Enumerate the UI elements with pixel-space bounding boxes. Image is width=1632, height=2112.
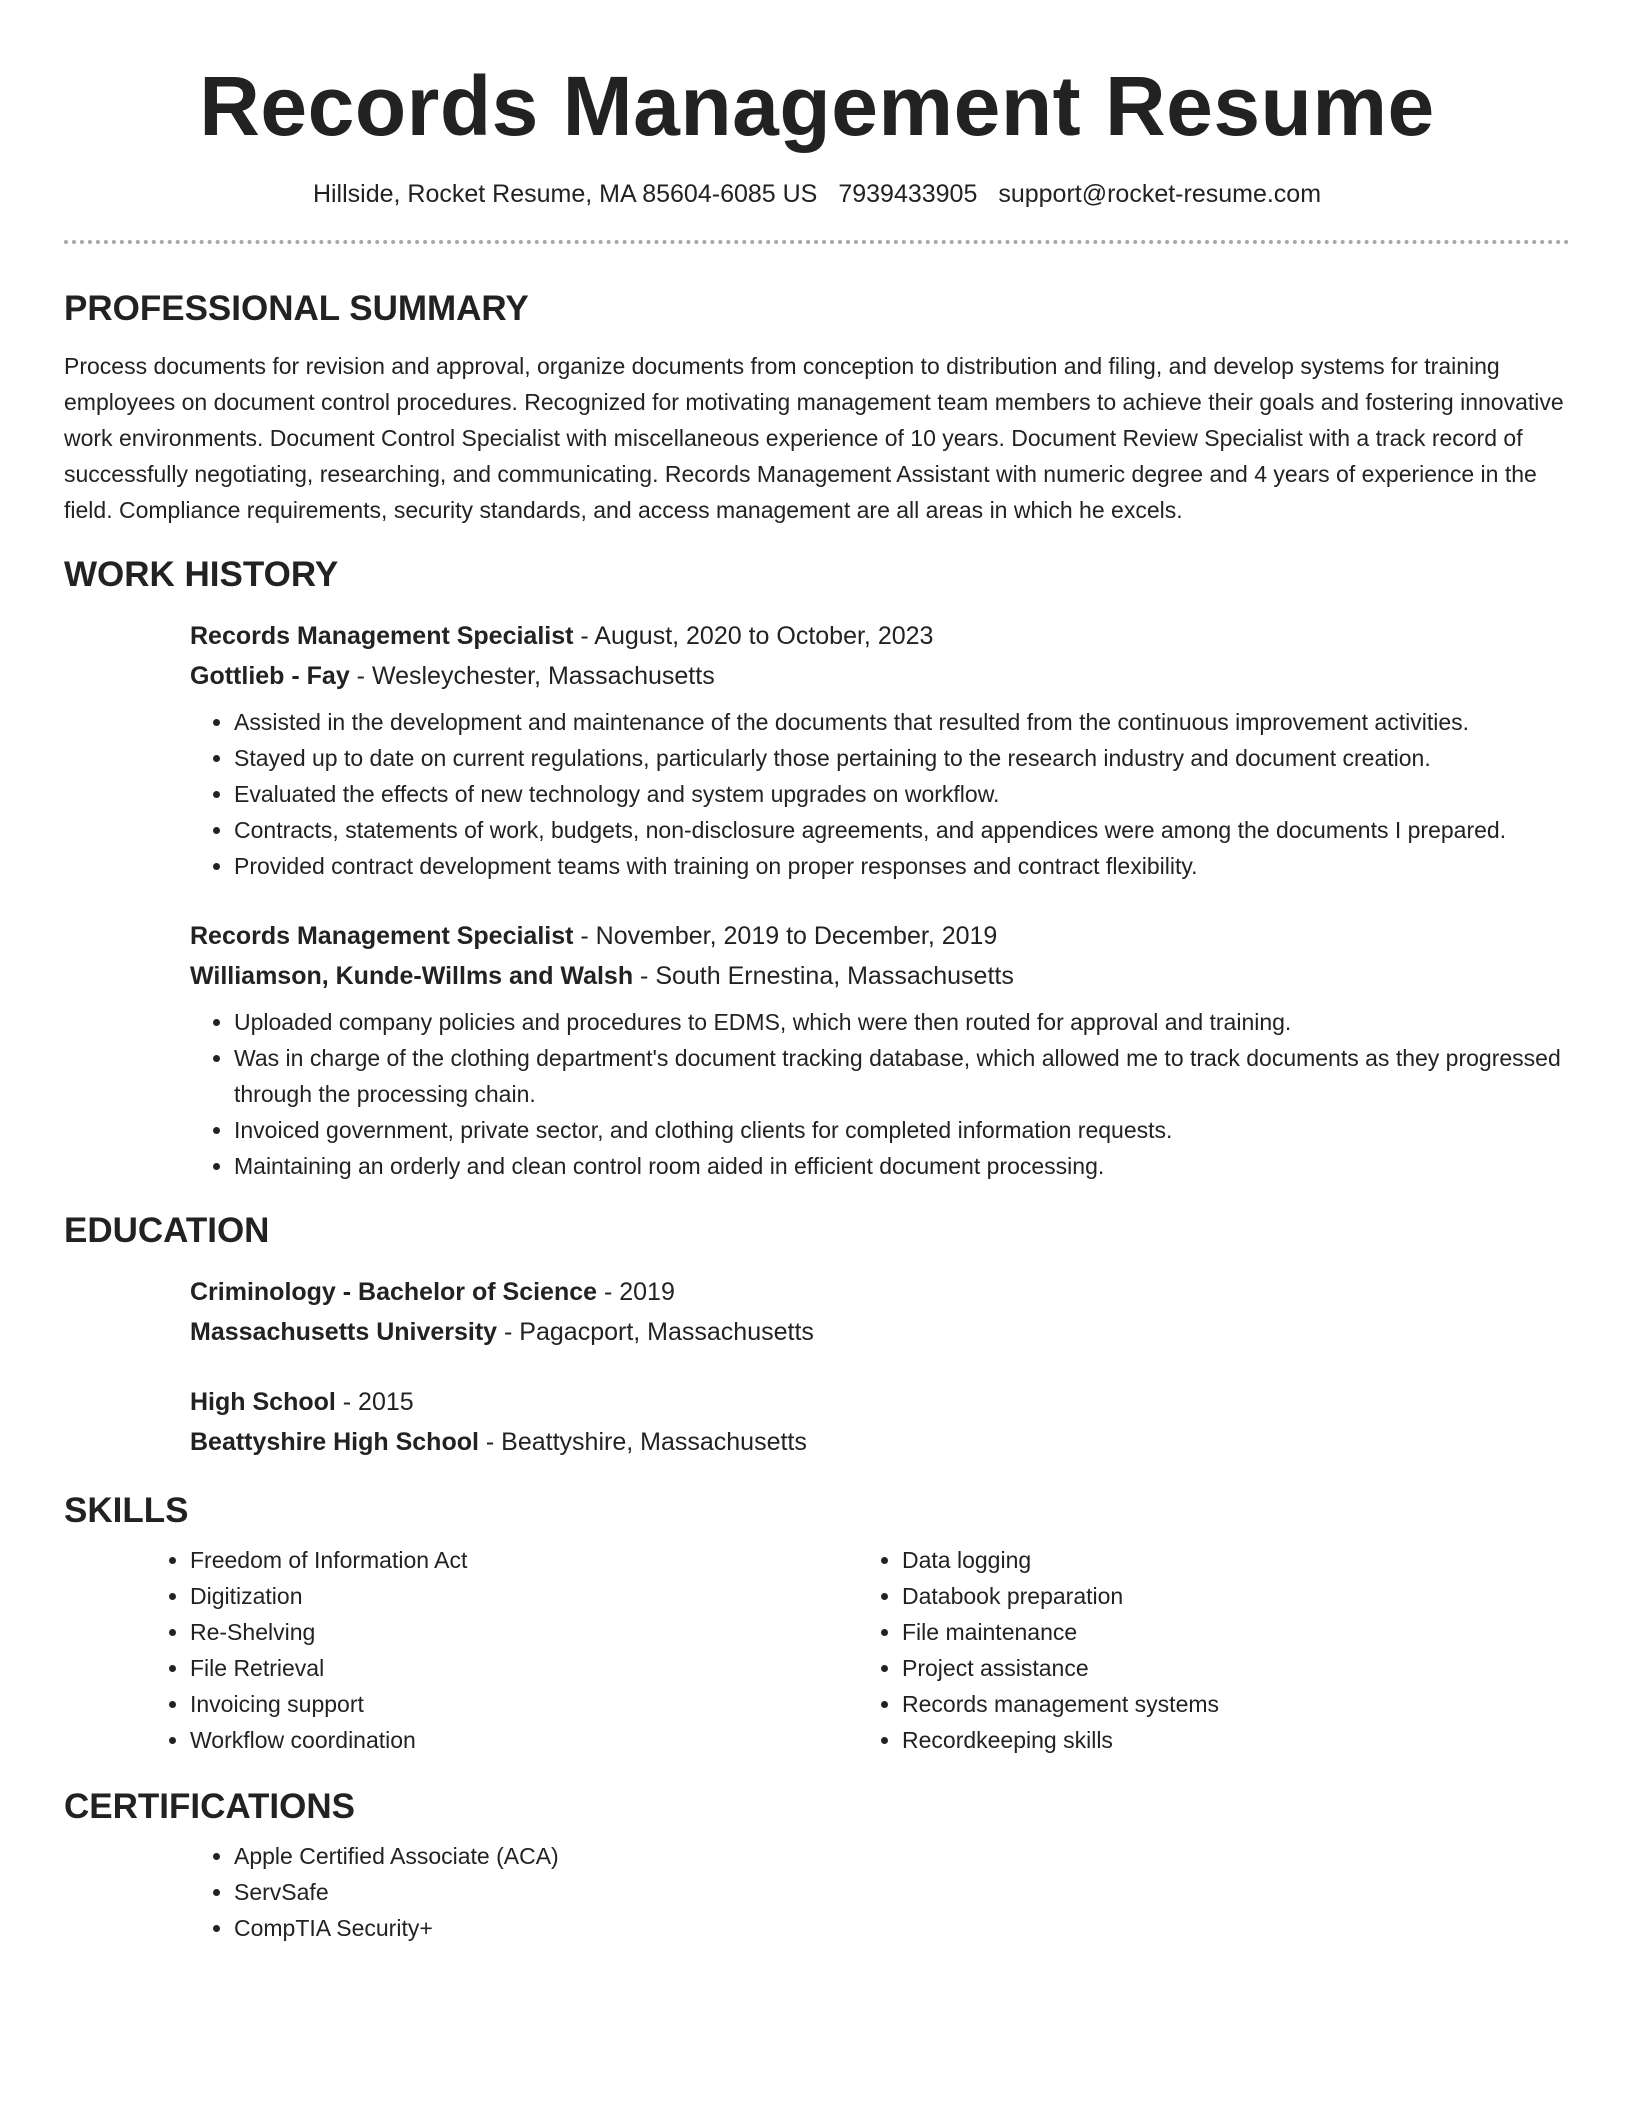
list-item: • Assisted in the development and maintenance of the documents that resulted from the continuous improvement activities. bbox=[234, 704, 1570, 740]
list-item: • Project assistance bbox=[902, 1650, 1570, 1686]
list-item: • Digitization bbox=[190, 1578, 858, 1614]
contact-line bbox=[64, 178, 1570, 210]
work-history-heading: WORK HISTORY bbox=[64, 555, 339, 594]
work-history-section bbox=[64, 554, 1570, 1184]
job-company: Gottlieb - Fay bbox=[190, 662, 350, 690]
contact-email: support@rocket-resume.com bbox=[998, 180, 1322, 208]
list-item: • Data logging bbox=[902, 1542, 1570, 1578]
skills-left-list bbox=[146, 1542, 858, 1758]
list-item: • Invoicing support bbox=[190, 1686, 858, 1722]
list-item: • Invoiced government, private sector, and clothing clients for completed information requests. bbox=[234, 1112, 1570, 1148]
job-title-line bbox=[190, 616, 1570, 656]
list-item: • Apple Certified Associate (ACA) bbox=[234, 1838, 1570, 1874]
education-heading: EDUCATION bbox=[64, 1211, 270, 1250]
job-location: - Wesleychester, Massachusetts bbox=[349, 662, 715, 690]
list-item: • Contracts, statements of work, budgets, non-disclosure agreements, and appendices were among the documents I prepared. bbox=[234, 812, 1570, 848]
education-school: Beattyshire High School bbox=[190, 1428, 479, 1456]
certifications-list bbox=[190, 1838, 1570, 1946]
header-divider bbox=[64, 240, 1570, 244]
list-item: • Stayed up to date on current regulations, particularly those pertaining to the research industry and document creation. bbox=[234, 740, 1570, 776]
skills-columns bbox=[146, 1542, 1570, 1758]
education-location: - Beattyshire, Massachusetts bbox=[478, 1428, 807, 1456]
job-role: Records Management Specialist bbox=[190, 622, 574, 650]
job-company-line bbox=[190, 656, 1570, 696]
education-degree: Criminology - Bachelor of Science bbox=[190, 1278, 598, 1306]
job-bullets bbox=[64, 704, 1570, 884]
job-dates: - August, 2020 to October, 2023 bbox=[573, 622, 934, 650]
list-item: • Re-Shelving bbox=[190, 1614, 858, 1650]
list-item: • File Retrieval bbox=[190, 1650, 858, 1686]
list-item: • Provided contract development teams with training on proper responses and contract flexibility. bbox=[234, 848, 1570, 884]
education-entry bbox=[190, 1272, 1570, 1352]
job-company: Williamson, Kunde-Willms and Walsh bbox=[190, 962, 634, 990]
list-item: • CompTIA Security+ bbox=[234, 1910, 1570, 1946]
education-section bbox=[64, 1210, 1570, 1462]
job-bullets bbox=[64, 1004, 1570, 1184]
job-company-line bbox=[190, 956, 1570, 996]
summary-heading: PROFESSIONAL SUMMARY bbox=[64, 289, 529, 328]
skills-section bbox=[64, 1490, 1570, 1758]
education-year: - 2019 bbox=[597, 1278, 675, 1306]
summary-section bbox=[64, 288, 1570, 528]
list-item: • File maintenance bbox=[902, 1614, 1570, 1650]
job-role: Records Management Specialist bbox=[190, 922, 574, 950]
list-item: • Maintaining an orderly and clean control room aided in efficient document processing. bbox=[234, 1148, 1570, 1184]
list-item: • Workflow coordination bbox=[190, 1722, 858, 1758]
list-item: • ServSafe bbox=[234, 1874, 1570, 1910]
education-degree-line bbox=[190, 1382, 1570, 1422]
education-year: - 2015 bbox=[335, 1388, 414, 1416]
list-item: • Was in charge of the clothing department's document tracking database, which allowed me to track documents as they progressed through the processing chain. bbox=[234, 1040, 1570, 1112]
education-degree-line bbox=[190, 1272, 1570, 1312]
contact-address: Hillside, Rocket Resume, MA 85604-6085 US bbox=[312, 180, 818, 208]
education-degree: High School bbox=[190, 1388, 336, 1416]
education-school-line bbox=[190, 1312, 1570, 1352]
skills-right-list bbox=[858, 1542, 1570, 1758]
skills-heading: SKILLS bbox=[64, 1491, 189, 1530]
summary-text: Process documents for revision and approval, organize documents from conception to distribution and filing, and develop systems for training employees on document control procedures. Recognized for motivating management team members to achieve their goals and fostering innovative work environments. Document Control Specialist with miscellaneous experience of 10 years. Document Review Specialist with a track record of successfully negotiating, researching, and communicating. Records Management Assistant with numeric degree and 4 years of experience in the field. Compliance requirements, security standards, and access management are all areas in which he excels. bbox=[64, 353, 1564, 523]
list-item: • Recordkeeping skills bbox=[902, 1722, 1570, 1758]
job-entry bbox=[190, 916, 1570, 1184]
contact-phone: 7939433905 bbox=[838, 180, 978, 208]
list-item: • Records management systems bbox=[902, 1686, 1570, 1722]
education-school: Massachusetts University bbox=[190, 1318, 498, 1346]
resume-page bbox=[64, 0, 1570, 1946]
list-item: • Evaluated the effects of new technology and system upgrades on workflow. bbox=[234, 776, 1570, 812]
education-school-line bbox=[190, 1422, 1570, 1462]
education-location: - Pagacport, Massachusetts bbox=[497, 1318, 814, 1346]
job-entry bbox=[190, 616, 1570, 884]
job-dates: - November, 2019 to December, 2019 bbox=[573, 922, 998, 950]
certifications-section bbox=[64, 1786, 1570, 1946]
certifications-heading: CERTIFICATIONS bbox=[64, 1787, 356, 1826]
resume-title: Records Management Resume bbox=[199, 59, 1435, 153]
list-item: • Uploaded company policies and procedures to EDMS, which were then routed for approval and training. bbox=[234, 1004, 1570, 1040]
list-item: • Databook preparation bbox=[902, 1578, 1570, 1614]
job-location: - South Ernestina, Massachusetts bbox=[633, 962, 1014, 990]
job-title-line bbox=[190, 916, 1570, 956]
education-entry bbox=[190, 1382, 1570, 1462]
list-item: • Freedom of Information Act bbox=[190, 1542, 858, 1578]
